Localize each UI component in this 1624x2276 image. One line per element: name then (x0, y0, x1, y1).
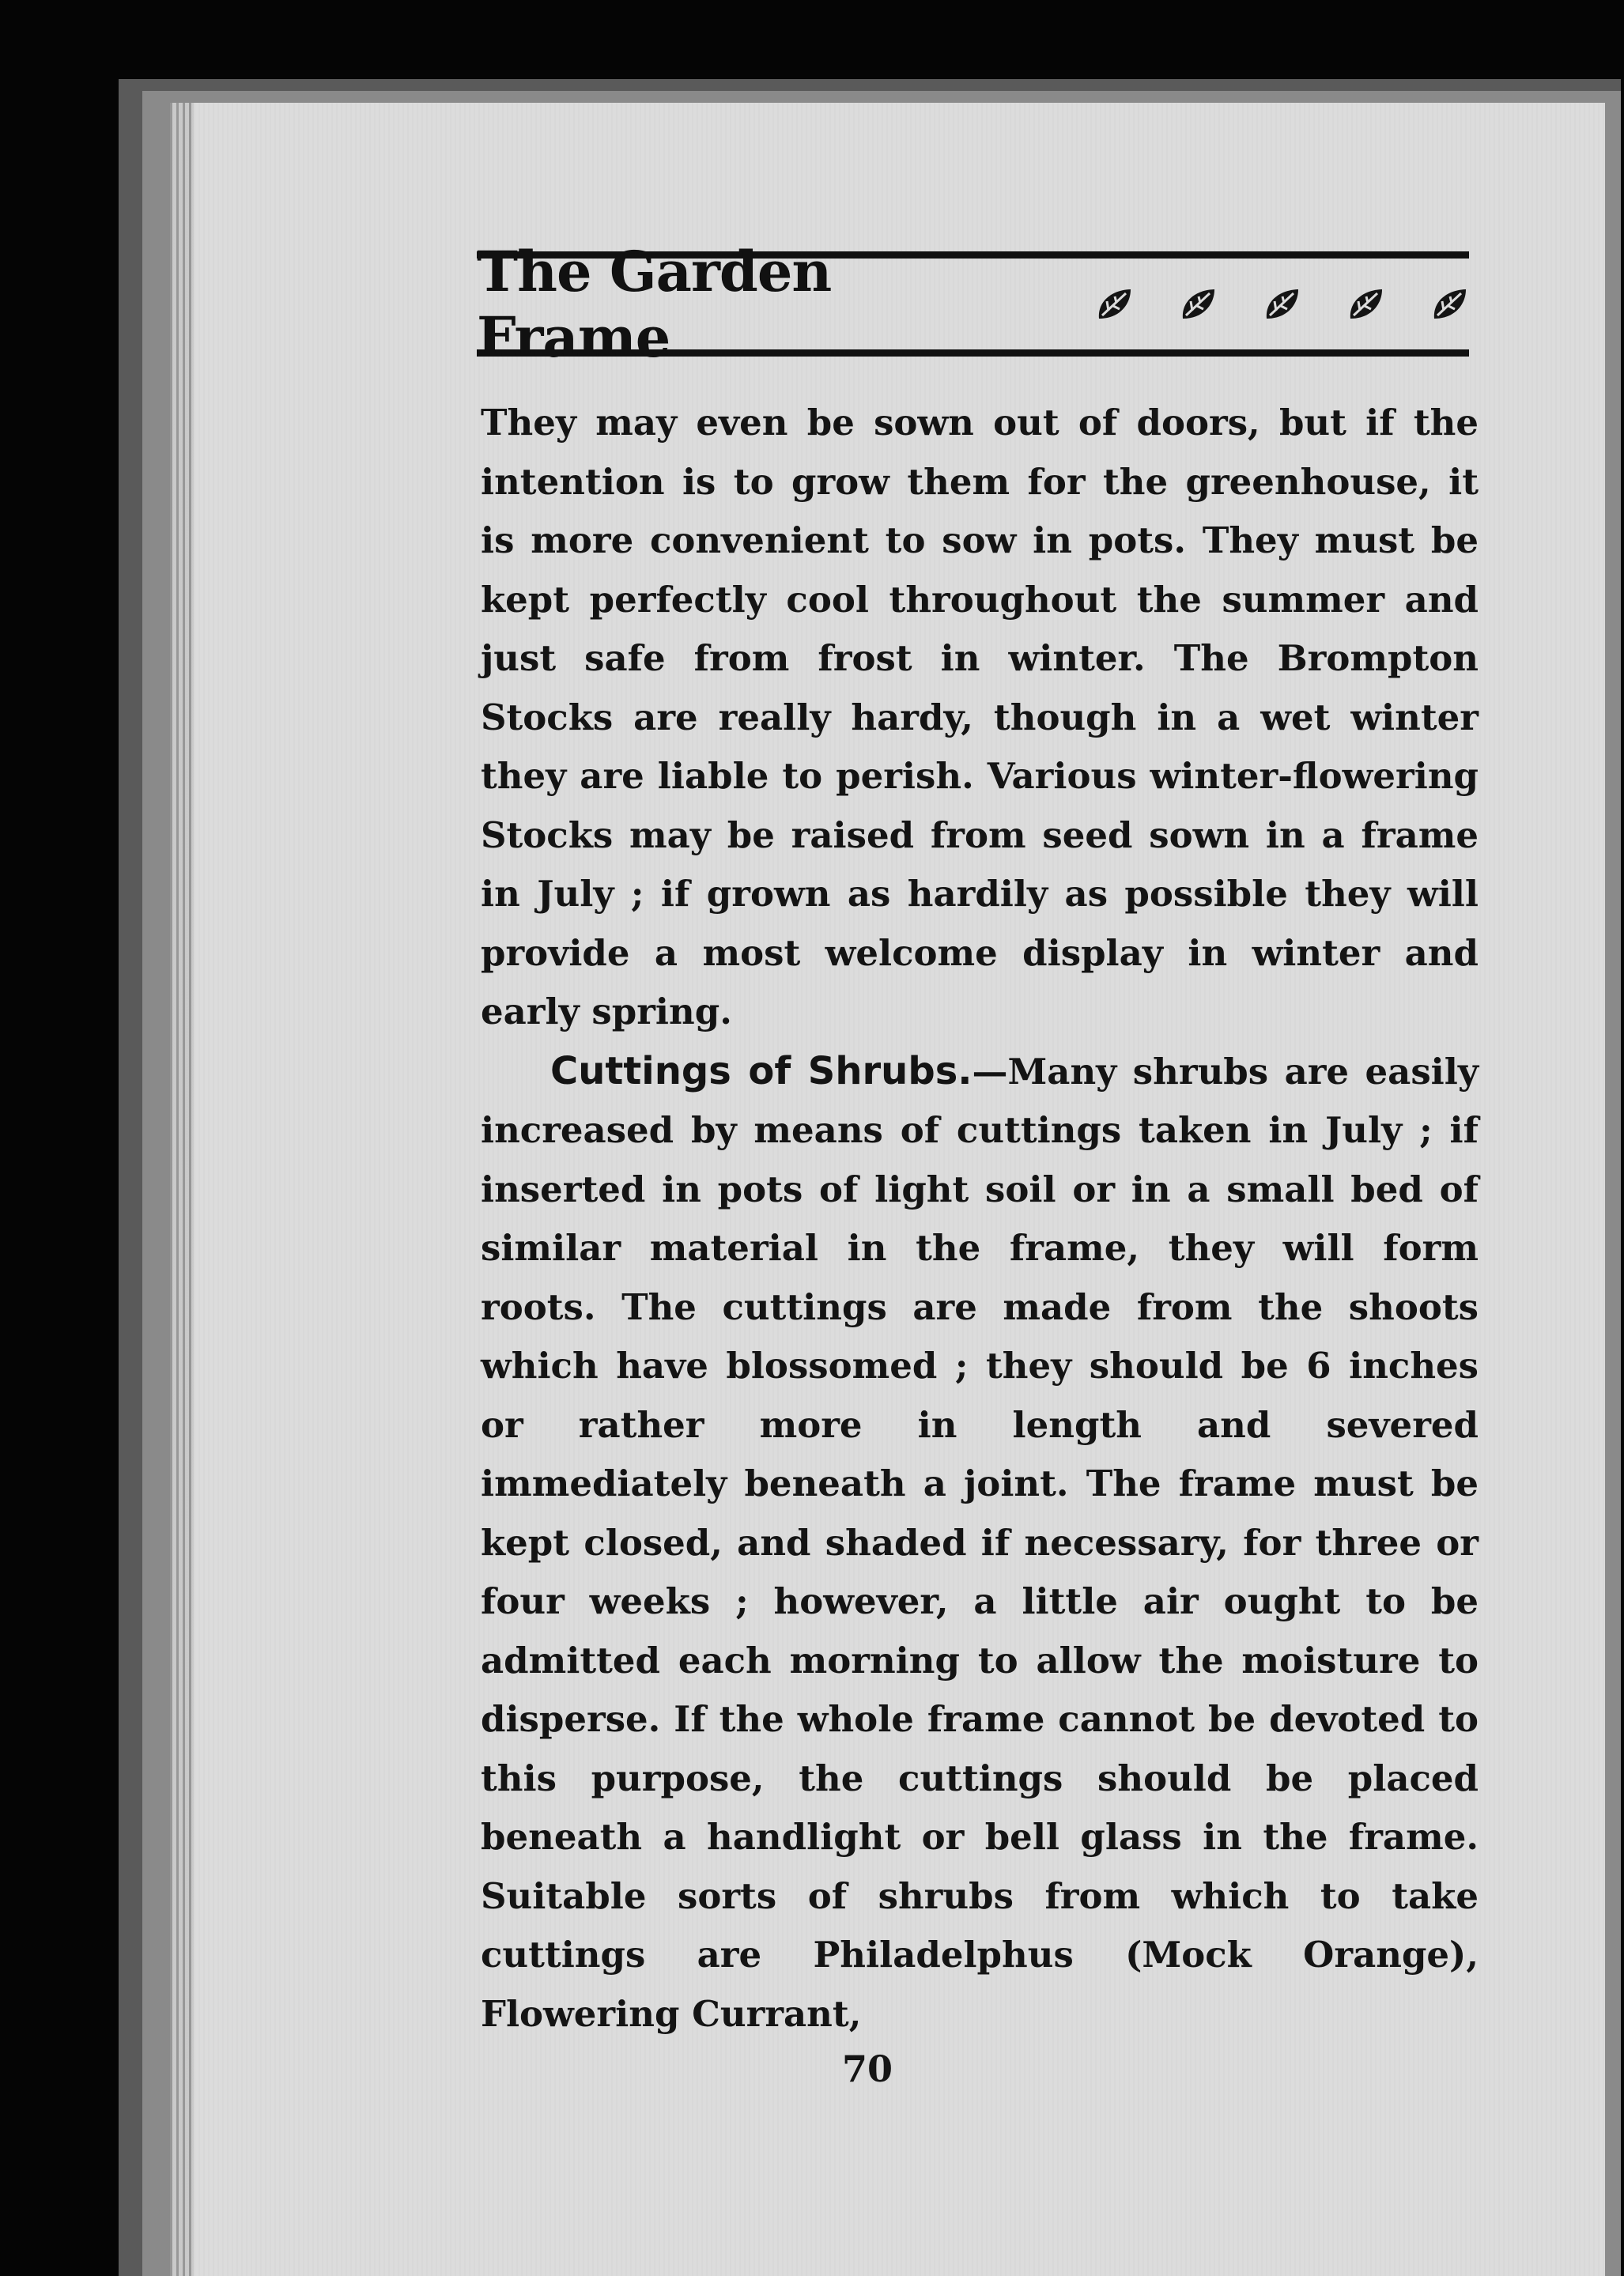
section-heading-cuttings-of-shrubs: Cuttings of Shrubs. (550, 1048, 973, 1093)
leaf-ornaments (1096, 287, 1469, 322)
leaf-ornament-icon (1180, 287, 1218, 322)
paragraph-cuttings (481, 1042, 1479, 2044)
page-number: 70 (841, 2048, 893, 2090)
folio (0, 2048, 1624, 2090)
header-row (477, 238, 1469, 370)
running-header (477, 238, 1469, 370)
running-title: The Garden Frame (477, 238, 832, 370)
leaf-ornament-icon (1347, 287, 1385, 322)
leaf-ornament-icon (1096, 287, 1134, 322)
leaf-ornament-icon (1431, 287, 1469, 322)
paragraph-stocks: They may even be sown out of doors, but if the intention is to grow them for the greenhouse, it is more convenient to sow in pots. They must be kept perfectly cool throughout the summer and just safe from frost in winter. The Brompton Stocks are really hardy, though in a wet winter they are liable to perish. Various winter-flowering Stocks may be raised from seed sown in a frame in July ; if grown as hardily as possible they will provide a most welcome display in winter and early spring. (481, 402, 1479, 1032)
paragraph-cuttings-text: —Many shrubs are easily increased by means of cuttings taken in July ; if inserted in pots of light soil or in a small bed of similar material in the frame, they will form roots. The cuttings are made from the shoots which have blossomed ; they should be 6 inches or rather more in length and severed immediately beneath a joint. The frame must be kept closed, and shaded if necessary, for three or four weeks ; however, a little air ought to be admitted each morning to allow the moisture to disperse. If the whole frame cannot be devoted to this purpose, the cuttings should be placed beneath a handlight or bell glass in the frame. Suitable sorts of shrubs from which to take cuttings are Philadelphus (Mock Orange), Flowering Currant, (481, 1050, 1479, 2035)
leaf-ornament-icon (1263, 287, 1301, 322)
page-gutter-lines (170, 103, 194, 2276)
body-text (481, 394, 1479, 2044)
